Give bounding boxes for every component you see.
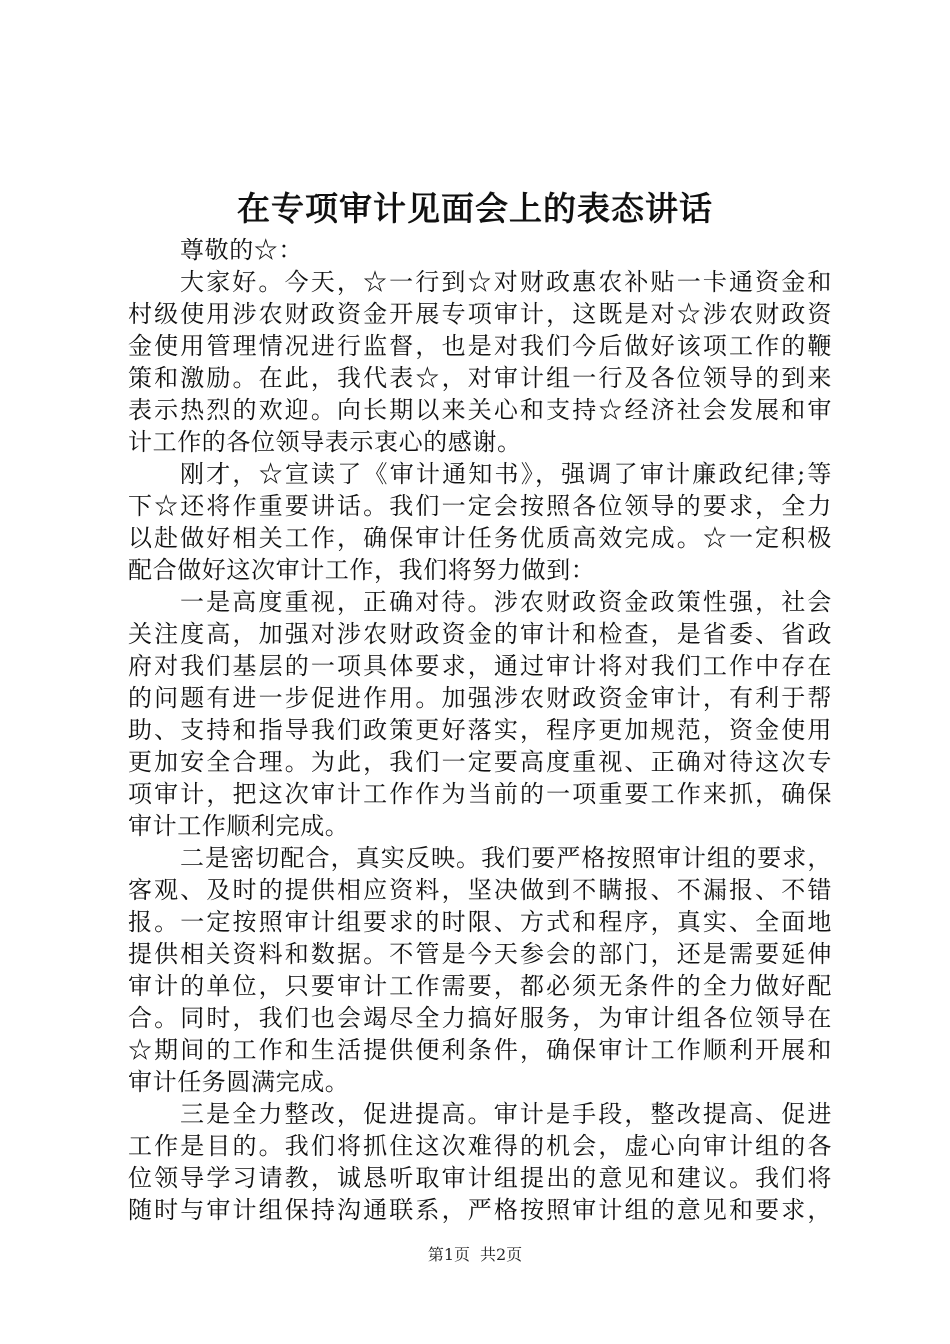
text-line: 审计工作顺利完成。 [128,812,350,840]
text-line: 助、支持和指导我们政策更好落实，程序更加规范，资金使用 [128,716,832,744]
text-line: 下☆还将作重要讲话。我们一定会按照各位领导的要求，全力 [128,492,832,520]
text-line: 配合做好这次审计工作，我们将努力做到： [128,556,596,584]
text-line: 刚才，☆宣读了《审计通知书》，强调了审计廉政纪律;等 [180,460,832,488]
text-line: 工作是目的。我们将抓住这次难得的机会，虚心向审计组的各 [128,1132,832,1160]
text-line: 位领导学习请教，诚恳听取审计组提出的意见和建议。我们将 [128,1164,832,1192]
text-line: 客观、及时的提供相应资料，坚决做到不瞒报、不漏报、不错 [128,876,832,904]
text-line: 审计的单位，只要审计工作需要，都必须无条件的全力做好配 [128,972,832,1000]
document-body [128,234,832,1226]
document-title: 在专项审计见面会上的表态讲话 [237,189,713,228]
text-line: 更加安全合理。为此，我们一定要高度重视、正确对待这次专 [128,748,832,776]
text-line: ☆期间的工作和生活提供便利条件，确保审计工作顺利开展和 [128,1036,832,1064]
text-line: 策和激励。在此，我代表☆，对审计组一行及各位领导的到来 [128,364,832,392]
text-line: 一是高度重视，正确对待。涉农财政资金政策性强，社会 [180,588,832,616]
text-line: 报。一定按照审计组要求的时限、方式和程序，真实、全面地 [128,908,832,936]
text-line: 表示热烈的欢迎。向长期以来关心和支持☆经济社会发展和审 [128,396,832,424]
text-line: 合。同时，我们也会竭尽全力搞好服务，为审计组各位领导在 [128,1004,832,1032]
text-line: 关注度高，加强对涉农财政资金的审计和检查，是省委、省政 [128,620,832,648]
text-line: 随时与审计组保持沟通联系，严格按照审计组的意见和要求， [128,1196,832,1224]
text-line: 金使用管理情况进行监督，也是对我们今后做好该项工作的鞭 [128,332,832,360]
text-line: 的问题有进一步促进作用。加强涉农财政资金审计，有利于帮 [128,684,832,712]
text-line: 三是全力整改，促进提高。审计是手段，整改提高、促进 [180,1100,832,1128]
text-line: 审计任务圆满完成。 [128,1068,350,1096]
text-line: 二是密切配合，真实反映。我们要严格按照审计组的要求， [180,844,832,872]
page-footer [0,1244,950,1266]
text-line: 尊敬的☆： [180,236,303,264]
text-line: 大家好。今天，☆一行到☆对财政惠农补贴一卡通资金和 [180,268,832,296]
text-line: 府对我们基层的一项具体要求，通过审计将对我们工作中存在 [128,652,832,680]
text-line: 以赴做好相关工作，确保审计任务优质高效完成。☆一定积极 [128,524,832,552]
page-total: 共2页 [480,1245,523,1264]
text-line: 计工作的各位领导表示衷心的感谢。 [128,428,522,456]
text-line: 村级使用涉农财政资金开展专项审计，这既是对☆涉农财政资 [128,300,832,328]
text-line: 项审计，把这次审计工作作为当前的一项重要工作来抓，确保 [128,780,832,808]
text-line: 提供相关资料和数据。不管是今天参会的部门，还是需要延伸 [128,940,832,968]
page-number: 第1页 [427,1245,470,1264]
